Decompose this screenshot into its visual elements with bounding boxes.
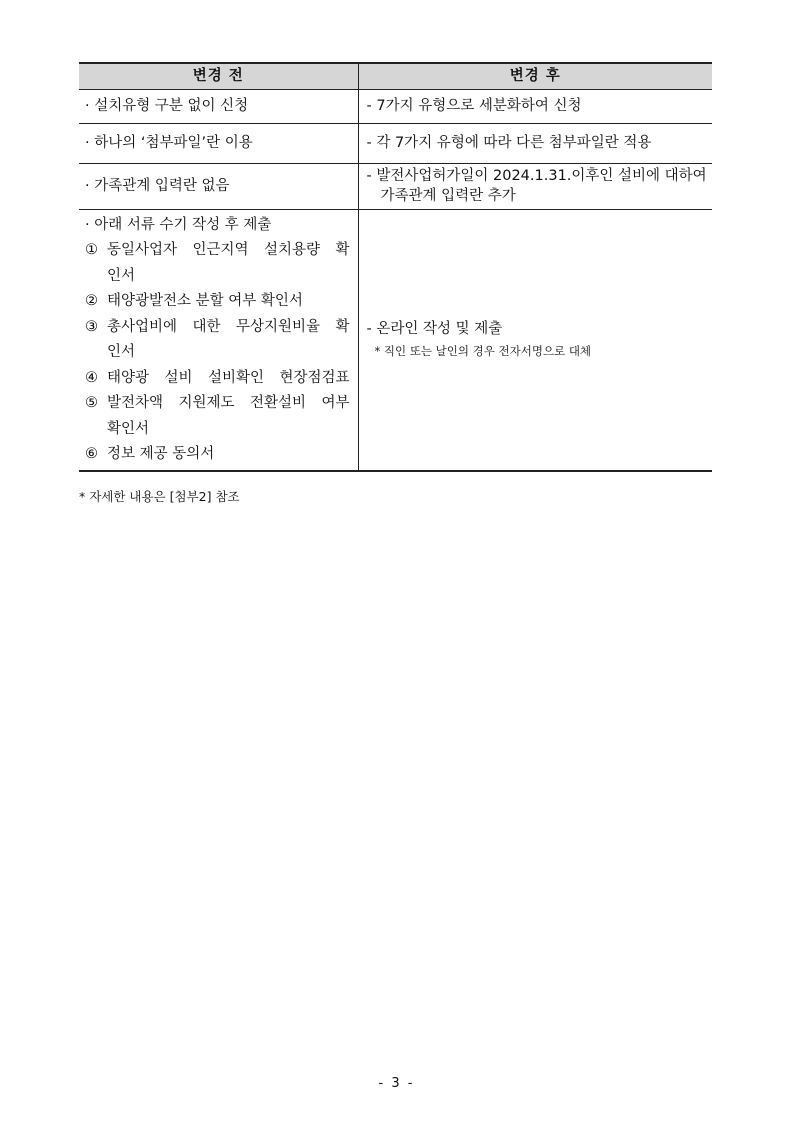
before-intro: · 아래 서류 수기 작성 후 제출 [85, 216, 272, 233]
cell-after: - 각 7가지 유형에 따라 다른 첨부파일란 적용 [358, 123, 712, 163]
list-item: ② 태양광발전소 분할 여부 확인서 [85, 293, 303, 309]
after-note: * 직인 또는 날인의 경우 전자서명으로 대체 [374, 343, 592, 358]
page-number: - 3 - [378, 1076, 415, 1091]
list-item-continuation: 확인서 [107, 420, 150, 437]
table-row [79, 89, 712, 123]
cell-before: · 가족관계 입력란 없음 [79, 163, 358, 209]
footnote: * 자세한 내용은 [첨부2] 참조 [79, 489, 240, 504]
list-item: ⑥ 정보 제공 동의서 [85, 446, 215, 462]
header-before: 변경 전 [79, 63, 358, 89]
list-item-continuation: 인서 [107, 267, 136, 284]
after-line-1: - 발전사업허가일이 2024.1.31.이후인 설비에 대하여 [366, 168, 707, 184]
cell-before: · 설치유형 구분 없이 신청 [79, 89, 358, 123]
list-item: ⑤ 발전차액 지원제도 전환설비 여부 [85, 395, 350, 411]
table-row [79, 123, 712, 163]
header-after: 변경 후 [358, 63, 712, 89]
list-item: ① 동일사업자 인근지역 설치용량 확 [85, 242, 350, 258]
cell-after [358, 209, 712, 471]
list-item: ④ 태양광 설비 설비확인 현장점검표 [85, 369, 350, 386]
cell-before [79, 209, 358, 471]
cell-before: · 하나의 ‘첨부파일’란 이용 [79, 123, 358, 163]
after-line-2: 가족관계 입력란 추가 [380, 188, 516, 204]
table-row [79, 163, 712, 209]
table-header-row [79, 63, 712, 89]
cell-after: - 7가지 유형으로 세분화하여 신청 [358, 89, 712, 123]
comparison-table [79, 62, 712, 472]
list-item: ③ 총사업비에 대한 무상지원비율 확 [85, 318, 350, 335]
cell-after [358, 163, 712, 209]
after-text: - 온라인 작성 및 제출 [366, 320, 503, 337]
list-item-continuation: 인서 [107, 344, 136, 360]
table-row [79, 209, 712, 471]
